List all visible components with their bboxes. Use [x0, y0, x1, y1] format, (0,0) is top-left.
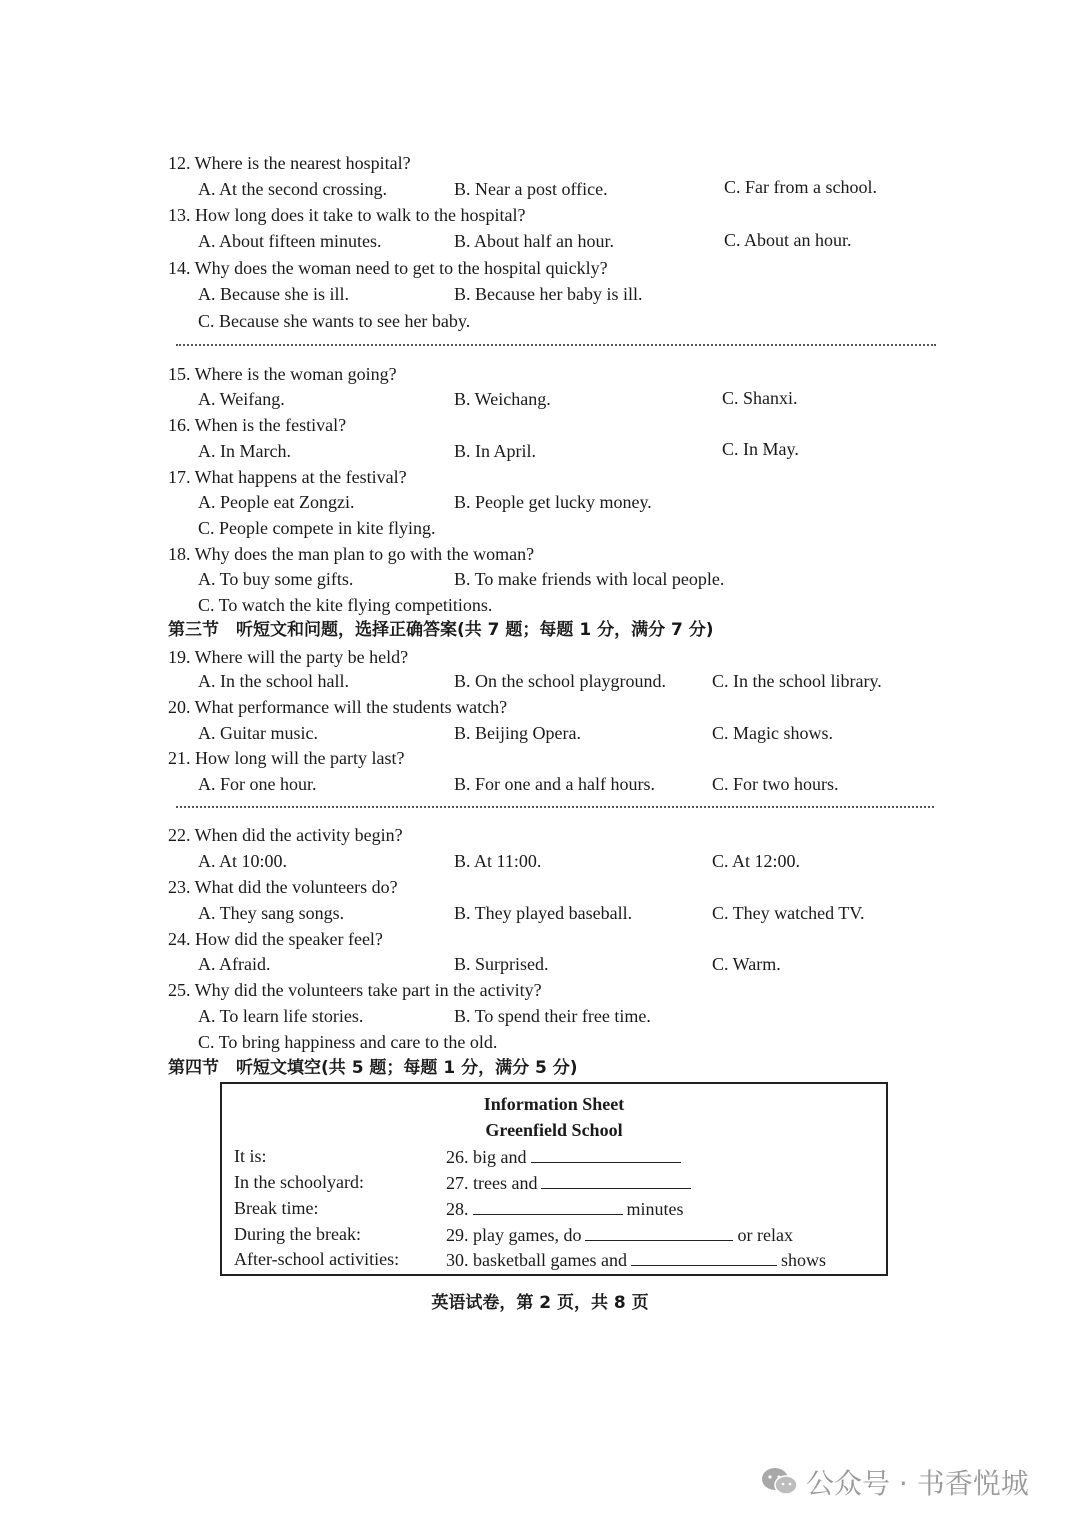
- q18-option-b: B. To make friends with local people.: [454, 569, 725, 589]
- q13-option-b: B. About half an hour.: [454, 231, 614, 251]
- q20-option-a: A. Guitar music.: [198, 723, 318, 743]
- q13-option-a: A. About fifteen minutes.: [198, 231, 382, 251]
- information-sheet: [220, 1082, 888, 1276]
- q12-option-a: A. At the second crossing.: [198, 179, 387, 199]
- sheet-suffix-30: shows: [780, 1250, 826, 1270]
- sheet-text-30: 30. basketball games and: [446, 1250, 627, 1270]
- question-17: 17. What happens at the festival?: [168, 467, 407, 487]
- q18-option-c: C. To watch the kite flying competitions.: [198, 595, 493, 615]
- sheet-school-name: Greenfield School: [485, 1120, 623, 1140]
- q25-option-a: A. To learn life stories.: [198, 1006, 364, 1026]
- question-20: 20. What performance will the students watch?: [168, 697, 508, 717]
- q23-option-c: C. They watched TV.: [712, 903, 865, 923]
- sheet-text-26: 26. big and: [446, 1147, 527, 1167]
- q14-option-c: C. Because she wants to see her baby.: [198, 311, 471, 331]
- wechat-icon: [760, 1466, 800, 1498]
- q17-option-c: C. People compete in kite flying.: [198, 518, 436, 538]
- q16-option-a: A. In March.: [198, 441, 291, 461]
- q20-option-b: B. Beijing Opera.: [454, 723, 581, 743]
- q22-option-b: B. At 11:00.: [454, 851, 542, 871]
- q16-option-c: C. In May.: [722, 439, 799, 459]
- question-19: 19. Where will the party be held?: [168, 647, 409, 667]
- question-13: 13. How long does it take to walk to the hospital?: [168, 205, 526, 225]
- answer-blank-27[interactable]: [541, 1172, 691, 1189]
- section-3-heading: 第三节 听短文和问题，选择正确答案(共 7 题；每题 1 分，满分 7 分): [168, 620, 714, 640]
- q13-option-c: C. About an hour.: [724, 230, 852, 250]
- q16-option-b: B. In April.: [454, 441, 537, 461]
- question-14: 14. Why does the woman need to get to the hospital quickly?: [168, 258, 608, 278]
- q19-option-b: B. On the school playground.: [454, 671, 666, 691]
- question-12: 12. Where is the nearest hospital?: [168, 153, 411, 173]
- q12-option-b: B. Near a post office.: [454, 179, 608, 199]
- question-25: 25. Why did the volunteers take part in the activity?: [168, 980, 542, 1000]
- q23-option-b: B. They played baseball.: [454, 903, 633, 923]
- answer-blank-28[interactable]: [473, 1198, 623, 1215]
- q21-option-b: B. For one and a half hours.: [454, 774, 655, 794]
- q15-option-c: C. Shanxi.: [722, 388, 798, 408]
- question-15: 15. Where is the woman going?: [168, 364, 397, 384]
- sheet-suffix-28: minutes: [626, 1199, 684, 1219]
- sheet-suffix-29: or relax: [737, 1225, 793, 1245]
- sheet-label-29: During the break:: [234, 1224, 361, 1244]
- q14-option-a: A. Because she is ill.: [198, 284, 349, 304]
- sheet-text-28: 28.: [446, 1199, 469, 1219]
- q15-option-b: B. Weichang.: [454, 389, 551, 409]
- answer-blank-26[interactable]: [531, 1146, 681, 1163]
- q17-option-b: B. People get lucky money.: [454, 492, 652, 512]
- q21-option-c: C. For two hours.: [712, 774, 839, 794]
- q24-option-a: A. Afraid.: [198, 954, 271, 974]
- section-divider: [176, 344, 936, 346]
- question-24: 24. How did the speaker feel?: [168, 929, 383, 949]
- q25-option-c: C. To bring happiness and care to the old.: [198, 1032, 498, 1052]
- q19-option-c: C. In the school library.: [712, 671, 882, 691]
- sheet-label-28: Break time:: [234, 1198, 319, 1218]
- section-divider-2: [176, 806, 934, 808]
- question-22: 22. When did the activity begin?: [168, 825, 403, 845]
- watermark-text: 公众号 · 书香悦城: [806, 1467, 1029, 1500]
- question-23: 23. What did the volunteers do?: [168, 877, 398, 897]
- q12-option-c: C. Far from a school.: [724, 177, 877, 197]
- q14-option-b: B. Because her baby is ill.: [454, 284, 643, 304]
- question-21: 21. How long will the party last?: [168, 748, 405, 768]
- question-16: 16. When is the festival?: [168, 415, 347, 435]
- question-18: 18. Why does the man plan to go with the woman?: [168, 544, 535, 564]
- sheet-label-30: After-school activities:: [234, 1249, 400, 1269]
- q15-option-a: A. Weifang.: [198, 389, 285, 409]
- q19-option-a: A. In the school hall.: [198, 671, 349, 691]
- sheet-label-27: In the schoolyard:: [234, 1172, 364, 1192]
- q20-option-c: C. Magic shows.: [712, 723, 833, 743]
- answer-blank-30[interactable]: [631, 1249, 777, 1266]
- q25-option-b: B. To spend their free time.: [454, 1006, 651, 1026]
- sheet-item-27: [446, 1172, 695, 1194]
- q18-option-a: A. To buy some gifts.: [198, 569, 354, 589]
- q22-option-a: A. At 10:00.: [198, 851, 288, 871]
- section-4-heading: 第四节 听短文填空(共 5 题；每题 1 分，满分 5 分): [168, 1058, 578, 1078]
- sheet-item-26: [446, 1146, 685, 1168]
- q17-option-a: A. People eat Zongzi.: [198, 492, 355, 512]
- q23-option-a: A. They sang songs.: [198, 903, 345, 923]
- sheet-item-29: [446, 1224, 793, 1246]
- q24-option-c: C. Warm.: [712, 954, 781, 974]
- q22-option-c: C. At 12:00.: [712, 851, 801, 871]
- answer-blank-29[interactable]: [585, 1224, 733, 1241]
- sheet-text-29: 29. play games, do: [446, 1225, 582, 1245]
- q24-option-b: B. Surprised.: [454, 954, 549, 974]
- sheet-item-30: [446, 1249, 826, 1271]
- sheet-label-26: It is:: [234, 1146, 267, 1166]
- page-footer: 英语试卷，第 2 页，共 8 页: [431, 1293, 649, 1313]
- sheet-text-27: 27. trees and: [446, 1173, 538, 1193]
- sheet-title: Information Sheet: [483, 1094, 625, 1114]
- sheet-item-28: [446, 1198, 684, 1220]
- q21-option-a: A. For one hour.: [198, 774, 317, 794]
